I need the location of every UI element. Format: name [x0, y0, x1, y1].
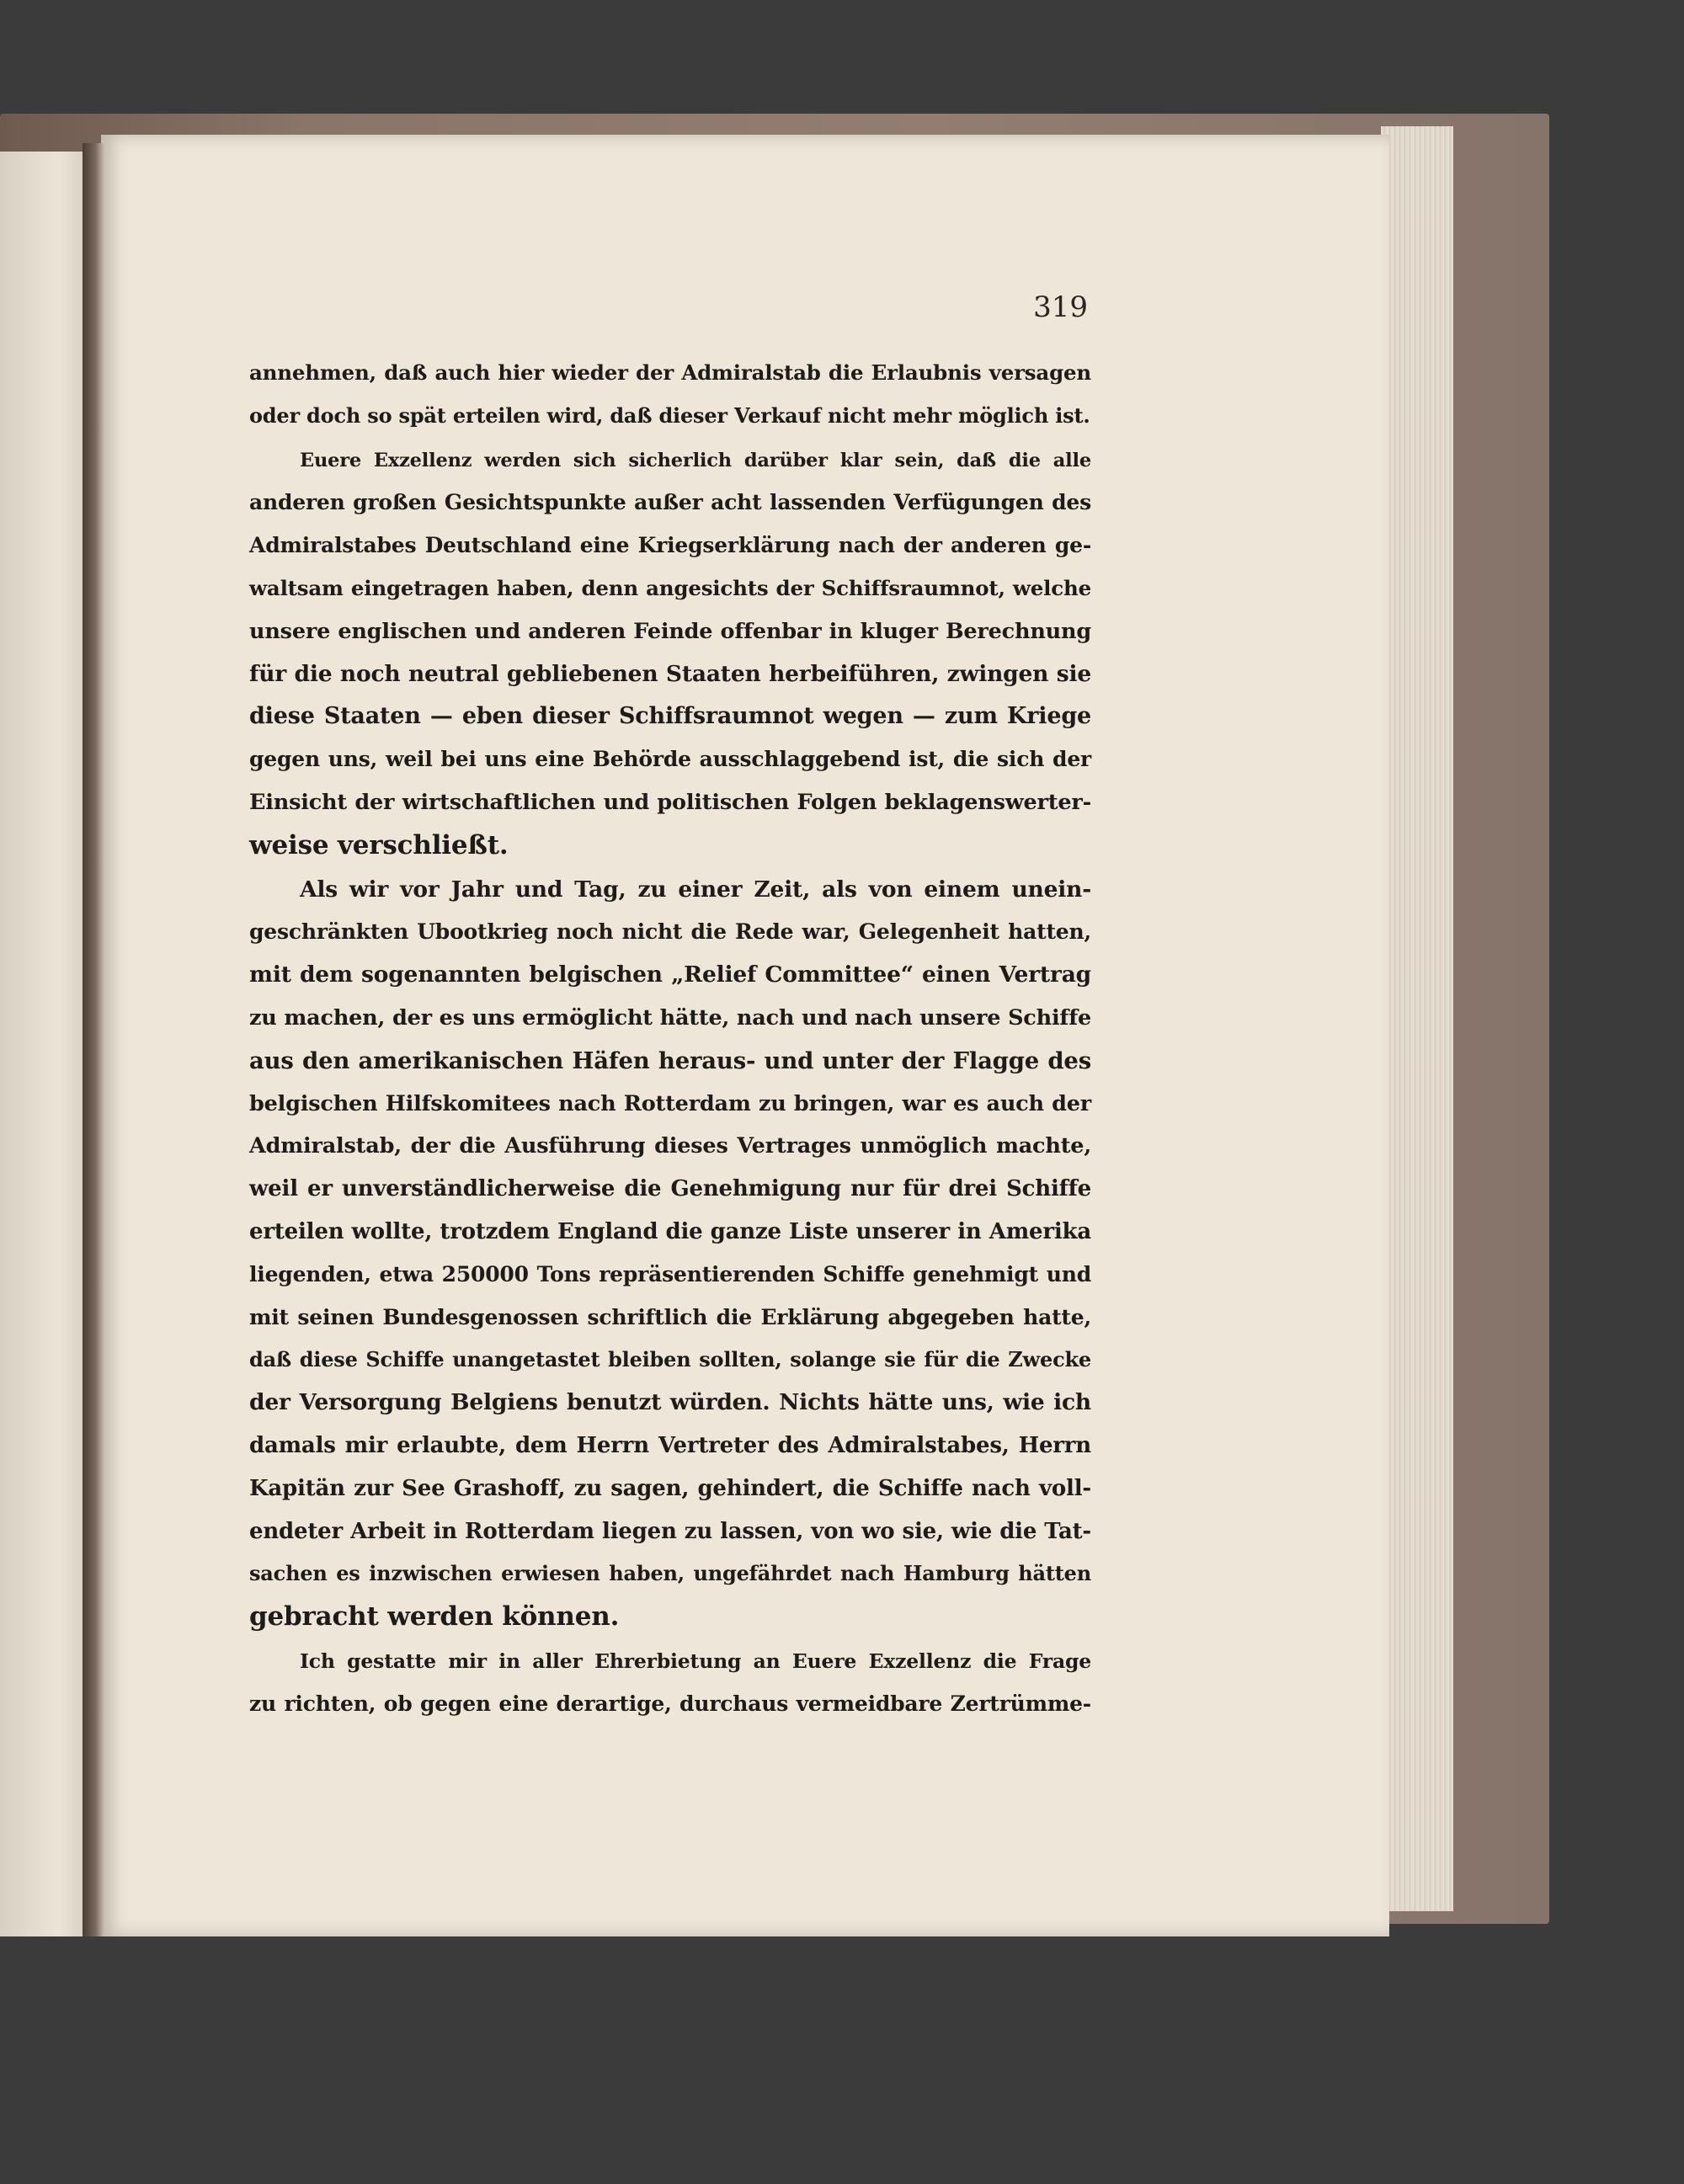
text-line: belgischen Hilfskomitees nach Rotterdam zu bringen, war es auch der: [249, 1090, 1091, 1116]
text-line: geschränkten Ubootkrieg noch nicht die Rede war, Gelegenheit hatten,: [249, 919, 1091, 945]
text-line: Euere Exzellenz werden sich sicherlich darüber klar sein, daß die alle: [300, 449, 1091, 471]
text-line: Als wir vor Jahr und Tag, zu einer Zeit, als von einem unein-: [300, 876, 1091, 903]
text-line: Ich gestatte mir in aller Ehrerbietung an Euere Exzellenz die Frage: [300, 1649, 1091, 1673]
paragraph: [249, 352, 1091, 438]
text-line: annehmen, daß auch hier wieder der Admiralstab die Erlaubnis versagen: [249, 360, 1091, 385]
text-line: Einsicht der wirtschaftlichen und politischen Folgen beklagenswerter-: [249, 789, 1091, 815]
text-line: zu richten, ob gegen eine derartige, durchaus vermeidbare Zertrümme-: [249, 1691, 1091, 1716]
page-block-edges: [1381, 126, 1453, 1911]
text-line: oder doch so spät erteilen wird, daß dieser Verkauf nicht mehr möglich ist.: [249, 402, 1090, 428]
text-line: mit seinen Bundesgenossen schriftlich die Erklärung abgegeben hatte,: [249, 1304, 1091, 1329]
text-line: gegen uns, weil bei uns eine Behörde ausschlaggebend ist, die sich der: [249, 747, 1091, 772]
text-line: weise verschließt.: [249, 829, 509, 860]
text-line: erteilen wollte, trotzdem England die ganze Liste unserer in Amerika: [249, 1218, 1091, 1244]
book-gutter: [83, 143, 104, 1936]
text-line: für die noch neutral gebliebenen Staaten herbeiführen, zwingen sie: [249, 660, 1091, 687]
text-line: Admiralstab, der die Ausführung dieses Vertrages unmöglich machte,: [249, 1133, 1091, 1159]
text-line: sachen es inzwischen erwiesen haben, ungefährdet nach Hamburg hätten: [249, 1561, 1091, 1586]
page-number: 319: [1033, 290, 1088, 324]
text-line: weil er unverständlicherweise die Genehmigung nur für drei Schiffe: [249, 1176, 1091, 1202]
text-line: diese Staaten — eben dieser Schiffsraumnot wegen — zum Kriege: [249, 703, 1091, 730]
text-line: der Versorgung Belgiens benutzt würden. Nichts hätte uns, wie ich: [249, 1389, 1091, 1416]
text-line: zu machen, der es uns ermöglicht hätte, nach und nach unsere Schiffe: [249, 1004, 1091, 1031]
paragraph: [249, 1640, 1091, 1726]
text-line: endeter Arbeit in Rotterdam liegen zu lassen, von wo sie, wie die Tat-: [249, 1518, 1091, 1544]
body-text: [249, 352, 1091, 1728]
paragraph: [249, 869, 1091, 1638]
text-line: mit dem sogenannten belgischen „Relief Committee“ einen Vertrag: [249, 961, 1091, 988]
text-line: waltsam eingetragen haben, denn angesichts der Schiffsraumnot, welche: [249, 575, 1091, 600]
text-line: damals mir erlaubte, dem Herrn Vertreter des Admiralstabes, Herrn: [249, 1432, 1091, 1458]
text-line: daß diese Schiffe unangetastet bleiben sollten, solange sie für die Zwecke: [249, 1347, 1091, 1372]
text-line: anderen großen Gesichtspunkte außer acht lassenden Verfügungen des: [249, 490, 1091, 515]
text-line: Admiralstabes Deutschland eine Kriegserklärung nach der anderen ge-: [249, 533, 1091, 558]
text-line: aus den amerikanischen Häfen heraus- und unter der Flagge des: [249, 1047, 1091, 1074]
text-line: Kapitän zur See Grashoff, zu sagen, gehindert, die Schiffe nach voll-: [249, 1475, 1091, 1501]
text-line: liegenden, etwa 250000 Tons repräsentierenden Schiffe genehmigt und: [249, 1261, 1091, 1286]
text-line: gebracht werden können.: [249, 1601, 620, 1633]
left-page-edge: [0, 152, 84, 1936]
text-line: unsere englischen und anderen Feinde offenbar in kluger Berechnung: [249, 618, 1091, 644]
paragraph: [249, 439, 1091, 867]
